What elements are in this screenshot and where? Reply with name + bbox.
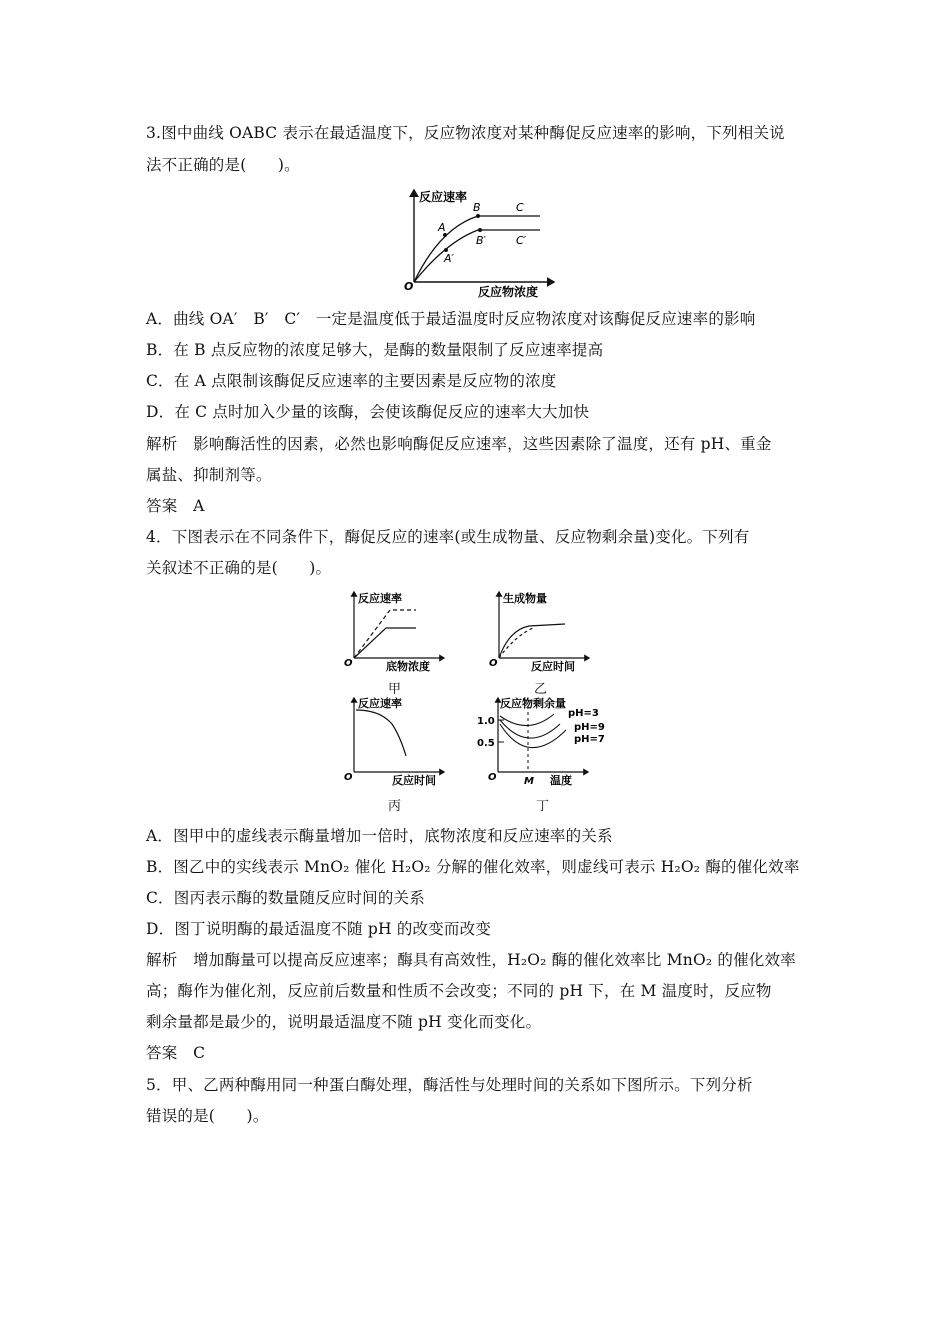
- ding-ph7: pH=7: [574, 734, 605, 745]
- q4-figure-ding: [474, 694, 614, 786]
- yi-caption: 乙: [534, 682, 548, 697]
- yi-xlabel: 反应时间: [531, 660, 575, 672]
- point-B2: [478, 228, 482, 232]
- ding-tick-1: 1.0: [477, 716, 495, 727]
- yi-origin: O: [489, 658, 498, 669]
- q5-stem-line1: 5．甲、乙两种酶用同一种蛋白酶处理，酶活性与处理时间的关系如下图所示。下列分析: [146, 1076, 753, 1094]
- q4-explanation-line2: 高；酶作为催化剂，反应前后数量和性质不会改变；不同的 pH 下，在 M 温度时，反应物: [146, 982, 772, 1000]
- q3-stem-line1: 3.图中曲线 OABC 表示在最适温度下，反应物浓度对某种酶促反应速率的影响，下列相关说: [146, 124, 785, 142]
- q3-origin: O: [404, 280, 414, 293]
- label-C: C: [516, 201, 524, 214]
- yi-ylabel: 生成物量: [503, 592, 547, 605]
- q4-explanation-line1: 解析 增加酶量可以提高反应速率；酶具有高效性，H₂O₂ 酶的催化效率比 MnO₂ 的催化效率: [146, 951, 796, 969]
- label-B2: B′: [476, 234, 487, 247]
- point-B: [476, 214, 480, 218]
- bing-ylabel: 反应速率: [358, 697, 402, 710]
- jia-solid-line: [354, 628, 416, 658]
- q4-explanation-line3: 剩余量都是最少的，说明最适温度不随 pH 变化而变化。: [146, 1013, 542, 1031]
- bing-curve: [356, 710, 406, 756]
- q4-figure-jia: [340, 588, 450, 672]
- q4-option-c: C．图丙表示酶的数量随反应时间的关系: [146, 889, 425, 907]
- jia-xlabel: 底物浓度: [386, 660, 430, 672]
- jia-ylabel: 反应速率: [358, 592, 402, 605]
- q3-option-d: D．在 C 点时加入少量的该酶，会使该酶促反应的速率大大加快: [146, 403, 590, 421]
- ding-ph3: pH=3: [568, 708, 599, 719]
- ding-tick-05: 0.5: [477, 738, 495, 749]
- q4-option-b: B．图乙中的实线表示 MnO₂ 催化 H₂O₂ 分解的催化效率，则虚线可表示 H₂O₂ 酶的催化效率: [146, 858, 800, 876]
- q4-answer: 答案 C: [146, 1044, 206, 1062]
- label-C2: C′: [516, 234, 527, 247]
- q3-option-a: A．曲线 OA′ B′ C′ 一定是温度低于最适温度时反应物浓度对该酶促反应速率的影响: [146, 310, 756, 328]
- jia-origin: O: [344, 658, 353, 669]
- bing-origin: O: [344, 772, 353, 783]
- q3-xlabel: 反应物浓度: [478, 285, 539, 299]
- q4-stem-line2: 关叙述不正确的是( )。: [146, 559, 332, 577]
- q3-figure: [400, 186, 560, 302]
- q3-option-c: C．在 A 点限制该酶促反应速率的主要因素是反应物的浓度: [146, 372, 557, 390]
- q4-option-d: D．图丁说明酶的最适温度不随 pH 的改变而改变: [146, 920, 492, 938]
- q3-stem-line2: 法不正确的是( )。: [146, 156, 300, 174]
- q3-ylabel: 反应速率: [419, 190, 468, 204]
- q4-stem-line1: 4．下图表示在不同条件下，酶促反应的速率(或生成物量、反应物剩余量)变化。下列有: [146, 528, 750, 546]
- jia-caption: 甲: [388, 682, 402, 697]
- q3-explanation-line2: 属盐、抑制剂等。: [146, 466, 272, 484]
- ding-origin: O: [488, 772, 497, 783]
- q3-answer: 答案 A: [146, 497, 205, 515]
- q5-stem-line2: 错误的是( )。: [146, 1107, 269, 1125]
- q4-figure-yi: [485, 588, 595, 672]
- q3-explanation-line1: 解析 影响酶活性的因素，必然也影响酶促反应速率，这些因素除了温度，还有 pH、重金: [146, 435, 772, 453]
- bing-caption: 丙: [388, 799, 402, 814]
- label-B: B: [473, 201, 481, 214]
- ding-M: M: [524, 776, 534, 786]
- ding-caption: 丁: [536, 799, 550, 814]
- q4-option-a: A．图甲中的虚线表示酶量增加一倍时，底物浓度和反应速率的关系: [146, 827, 613, 845]
- curve-OABC: [414, 216, 540, 282]
- ding-ylabel: 反应物剩余量: [500, 697, 566, 710]
- label-A: A: [438, 221, 446, 234]
- ding-xlabel: 温度: [550, 774, 572, 786]
- ding-ph9: pH=9: [574, 722, 605, 733]
- jia-dashed-line: [354, 610, 416, 658]
- bing-xlabel: 反应时间: [392, 774, 436, 786]
- ding-ph3-curve: [500, 714, 554, 726]
- q3-option-b: B．在 B 点反应物的浓度足够大，是酶的数量限制了反应速率提高: [146, 341, 604, 359]
- label-A2: A′: [444, 252, 455, 265]
- q4-figure-bing: [340, 694, 450, 786]
